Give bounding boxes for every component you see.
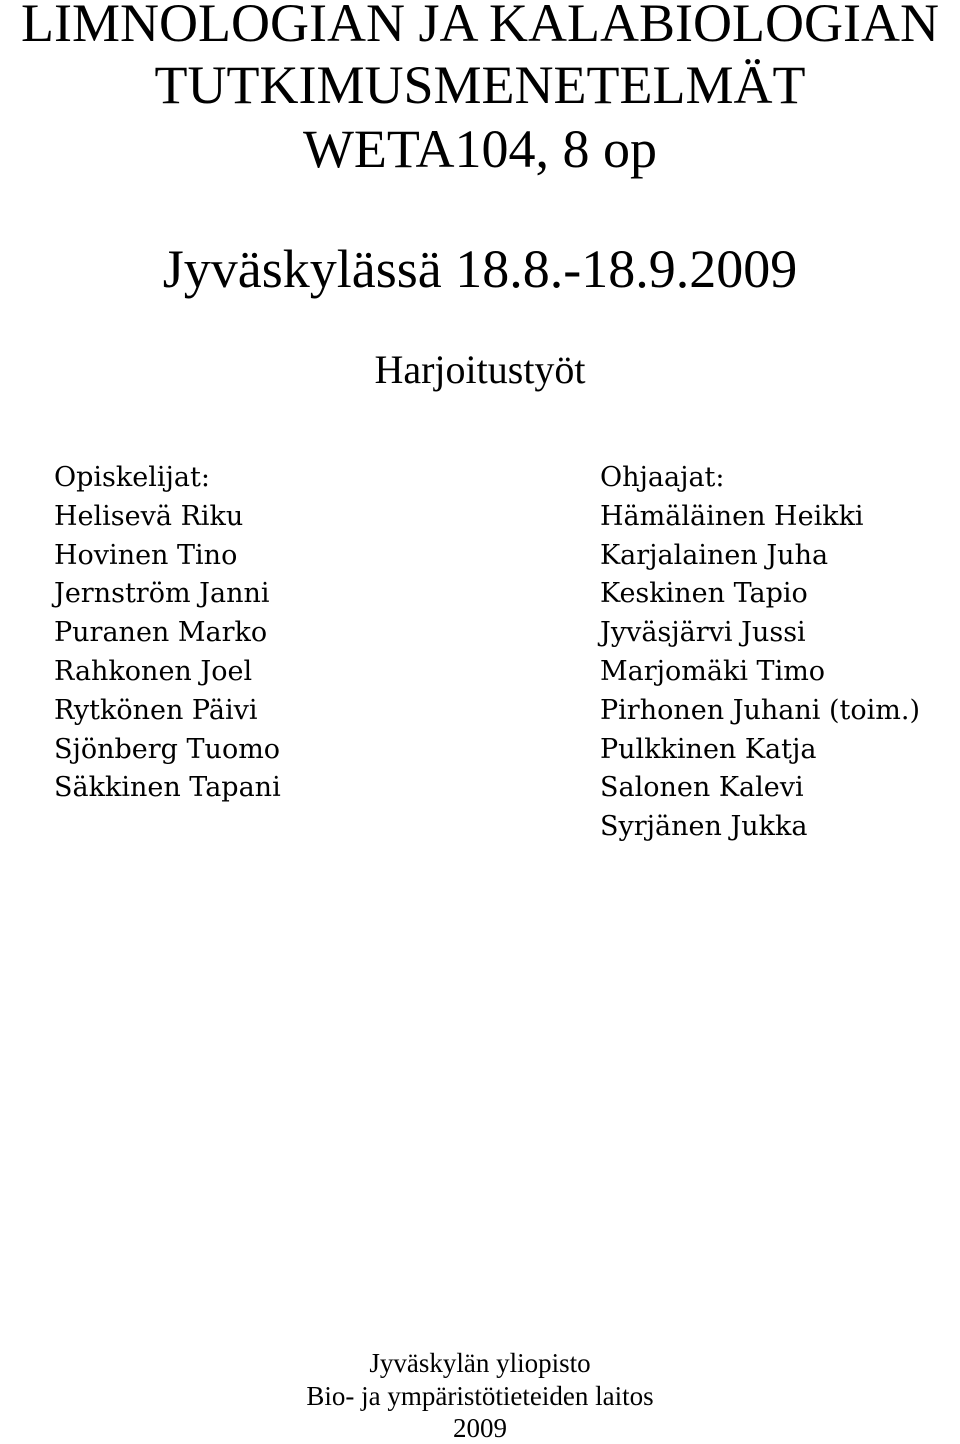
student-name: Hovinen Tino <box>54 539 238 571</box>
student-name: Sjönberg Tuomo <box>54 733 281 765</box>
student-name: Rahkonen Joel <box>54 655 253 687</box>
students-heading: Opiskelijat: <box>54 462 210 493</box>
student-name: Puranen Marko <box>54 617 268 649</box>
student-name: Säkkinen Tapani <box>54 772 281 804</box>
supervisor-name: Karjalainen Juha <box>600 539 829 571</box>
student-name: Jernström Janni <box>54 578 270 610</box>
student-name: Rytkönen Päivi <box>54 694 258 726</box>
students-column <box>54 459 281 808</box>
title-line-2: TUTKIMUSMENETELMÄT <box>154 55 806 115</box>
footer-department: Bio- ja ympäristötieteiden laitos <box>306 1381 654 1411</box>
students-list <box>54 498 281 808</box>
student-name: Helisevä Riku <box>54 500 244 532</box>
supervisors-list <box>600 498 920 847</box>
supervisor-name: Salonen Kalevi <box>600 772 804 804</box>
supervisor-name: Keskinen Tapio <box>600 578 808 610</box>
supervisor-name: Pirhonen Juhani (toim.) <box>600 694 920 726</box>
supervisor-name: Pulkkinen Katja <box>600 733 817 765</box>
supervisor-name: Syrjänen Jukka <box>600 811 808 843</box>
course-code: WETA104, 8 op <box>302 119 658 179</box>
supervisor-name: Hämäläinen Heikki <box>600 500 864 532</box>
footer-year: 2009 <box>453 1413 507 1443</box>
footer-university: Jyväskylän yliopisto <box>369 1348 591 1378</box>
supervisor-name: Marjomäki Timo <box>600 655 826 687</box>
supervisors-heading: Ohjaajat: <box>600 462 725 493</box>
course-dates: Jyväskylässä 18.8.-18.9.2009 <box>162 239 798 299</box>
title-line-1: LIMNOLOGIAN JA KALABIOLOGIAN <box>21 0 939 53</box>
supervisors-column <box>600 459 920 847</box>
document-subtitle: Harjoitustyöt <box>374 347 586 392</box>
supervisor-name: Jyväsjärvi Jussi <box>600 617 806 649</box>
